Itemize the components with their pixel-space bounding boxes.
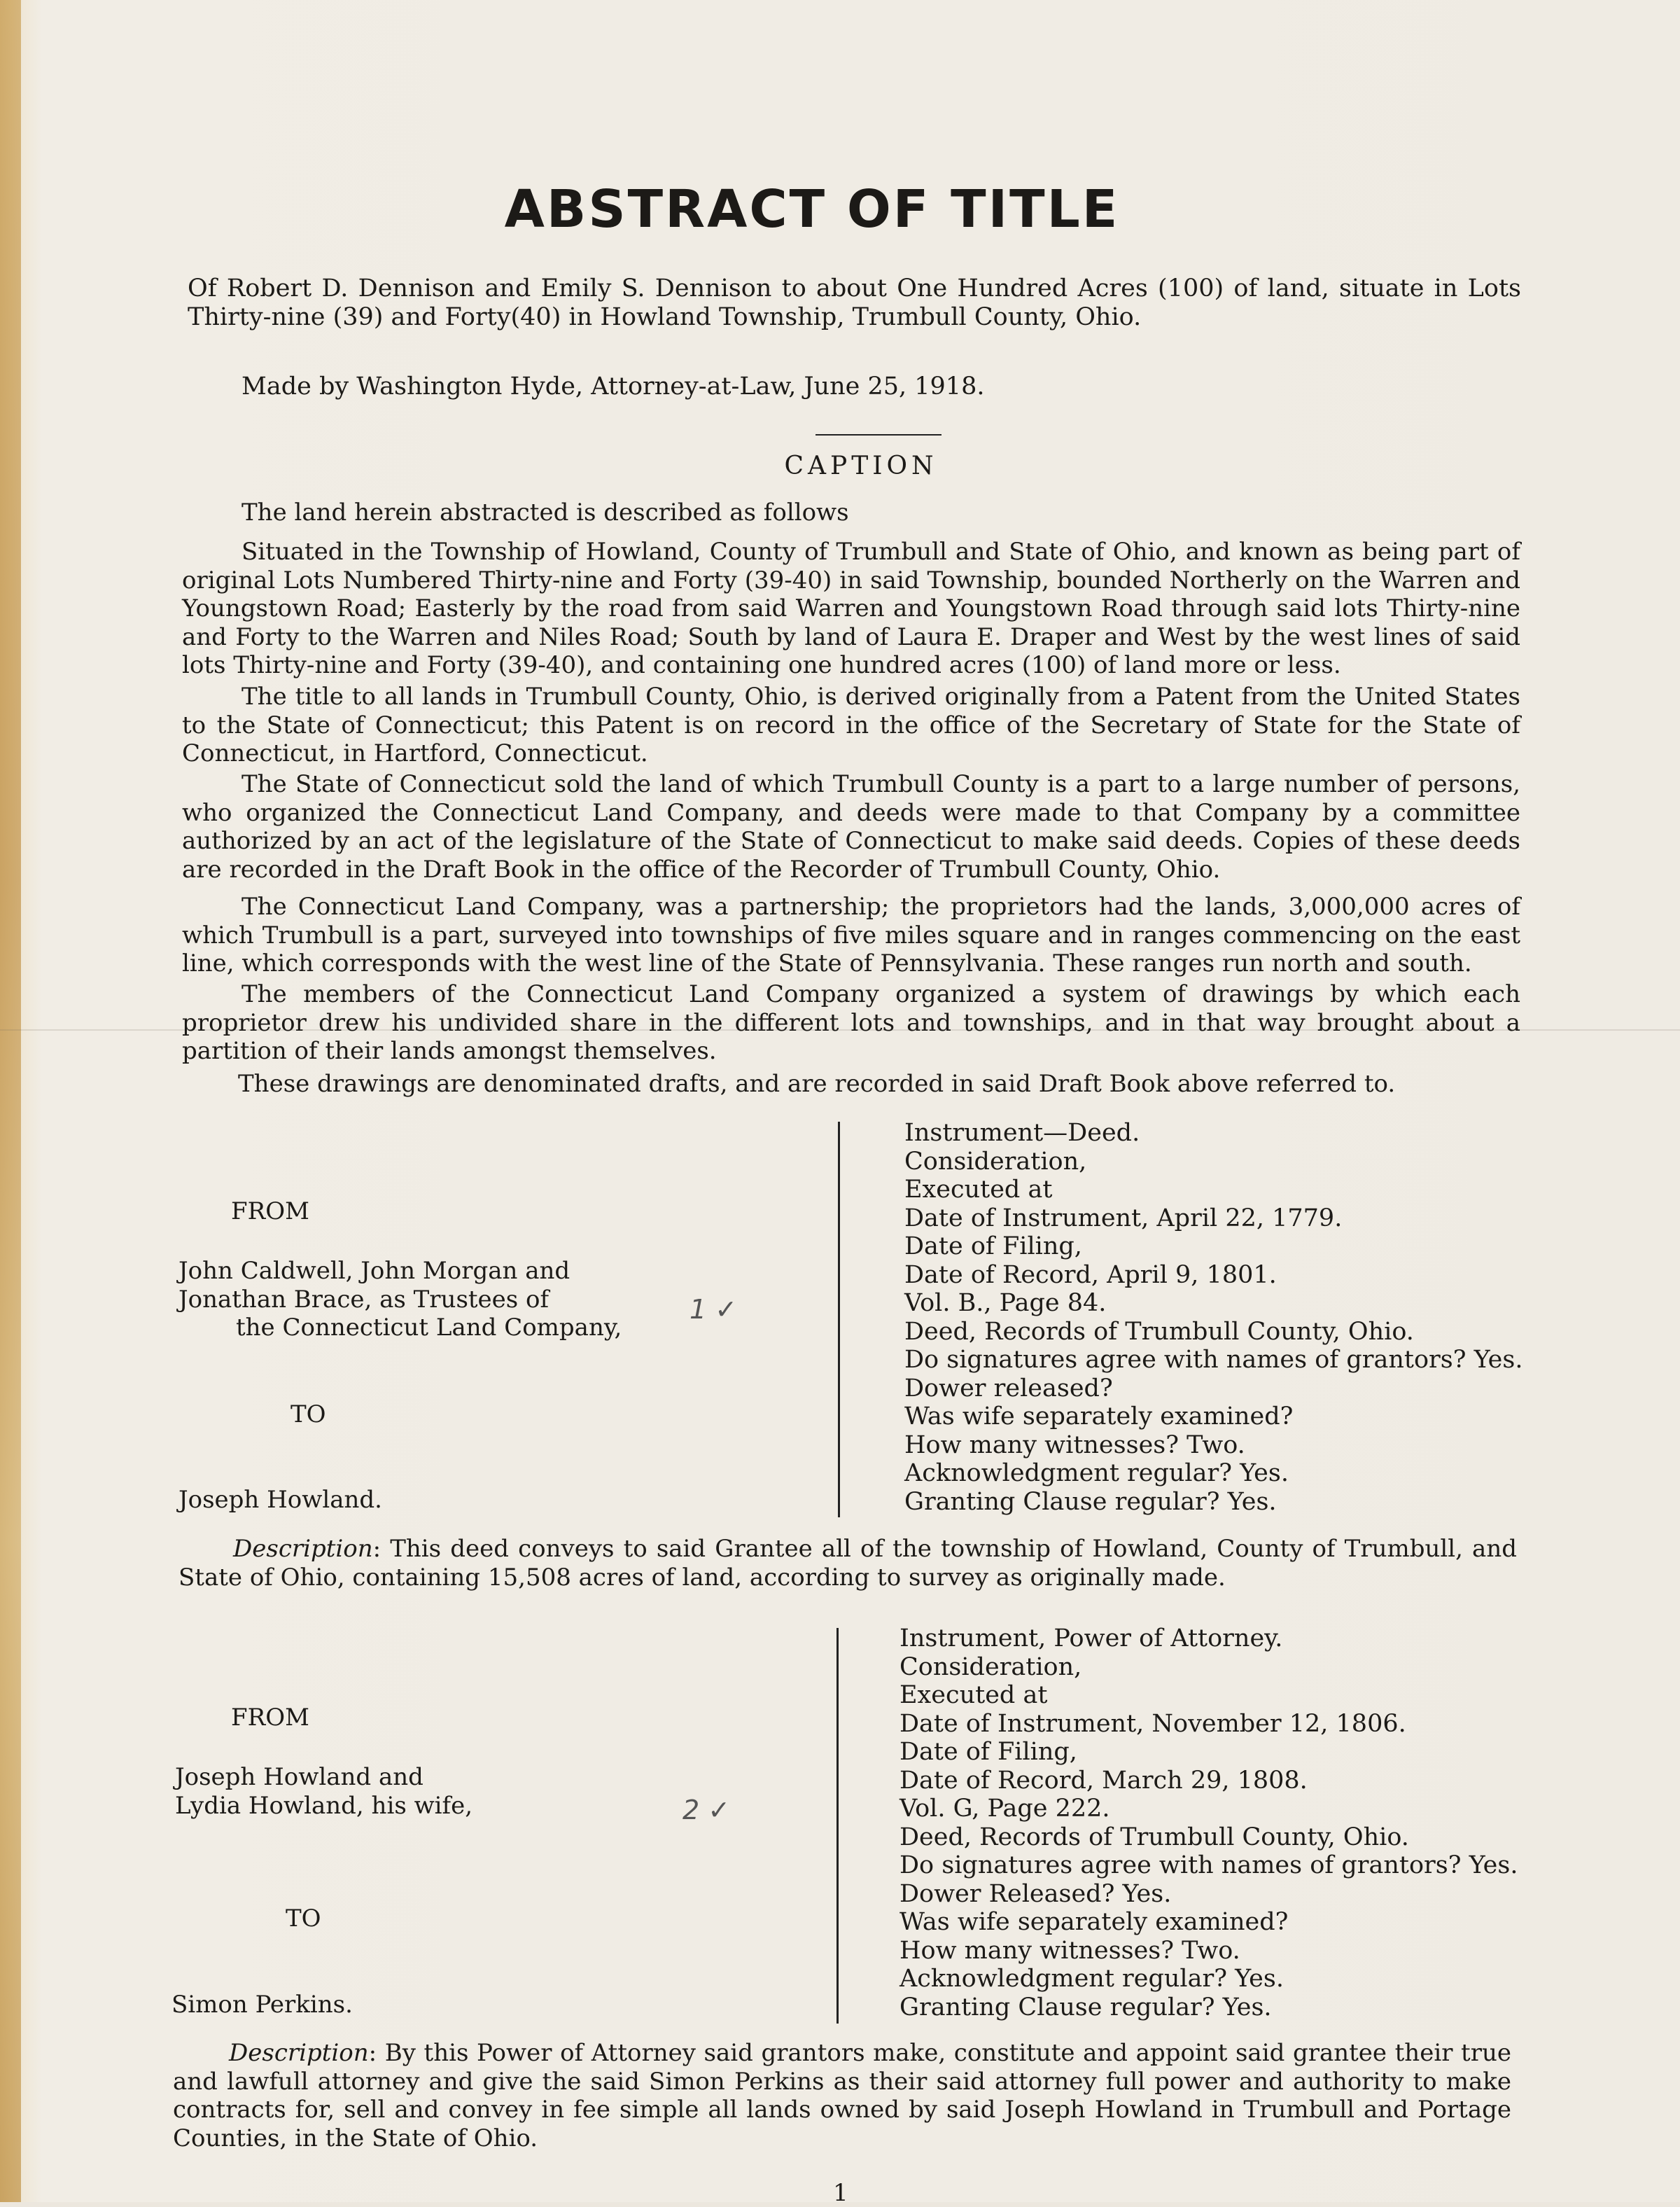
paragraph-4: The State of Connecticut sold the land of which Trumbull County is a part to a large number of persons, who organized the Connecticut Land Company, and deeds were made to that Company by a committee authorized by an act of the legislature of the State of Connecticut to make said deeds. Copies of these deeds are recorded in the Draft Book in the office of the Recorder of Trumbull County, Ohio. [182, 770, 1520, 884]
paragraph-1: The land herein abstracted is described as follows [241, 499, 849, 527]
paragraph-3: The title to all lands in Trumbull County, Ohio, is derived originally from a Patent from the United States to the State of Connecticut; this Patent is on record in the office of the Secretary of State for the State of Connecticut, in Hartford, Connecticut. [182, 683, 1520, 767]
paragraph-7: These drawings are denominated drafts, and are recorded in said Draft Book above referred to. [238, 1070, 1396, 1098]
entry2-detail-line: Date of Instrument, November 12, 1806. [899, 1709, 1406, 1738]
entry1-detail-line: Consideration, [904, 1147, 1087, 1176]
entry1-to-label: TO [290, 1400, 326, 1428]
entry1-grantee: Joseph Howland. [178, 1486, 382, 1514]
entry1-grantors [178, 1257, 622, 1342]
document-title: ABSTRACT OF TITLE [504, 179, 1120, 239]
entry2-grantee: Simon Perkins. [172, 1991, 353, 2019]
entry2-detail-line: Acknowledgment regular? Yes. [899, 1965, 1284, 1993]
entry2-detail-line: Date of Filing, [899, 1738, 1077, 1766]
entry2-detail-line: Date of Record, March 29, 1808. [899, 1766, 1308, 1795]
entry1-detail-line: Date of Instrument, April 22, 1779. [904, 1204, 1343, 1232]
caption-heading: CAPTION [784, 452, 938, 480]
entry2-detail-line: Executed at [899, 1681, 1048, 1709]
entry1-detail-line: Date of Filing, [904, 1232, 1082, 1260]
entry1-detail-line: Acknowledgment regular? Yes. [904, 1459, 1289, 1487]
separator-rule [816, 434, 941, 436]
entry1-description-label: Description [233, 1535, 373, 1563]
entry1-grantor-line: John Caldwell, John Morgan and [178, 1257, 570, 1285]
entry2-detail-line: Granting Clause regular? Yes. [899, 1993, 1272, 2021]
entry1-details [904, 1119, 1522, 1516]
page-number: 1 [833, 2179, 848, 2207]
entry1-detail-line: Vol. B., Page 84. [904, 1289, 1107, 1317]
entry2-check-mark: 2 ✓ [682, 1795, 731, 1825]
entry2-detail-line: How many witnesses? Two. [899, 1936, 1240, 1965]
entry1-detail-line: Was wife separately examined? [904, 1402, 1294, 1430]
entry2-detail-line: Do signatures agree with names of grantors? Yes. [899, 1851, 1518, 1879]
entry1-detail-line: Deed, Records of Trumbull County, Ohio. [904, 1317, 1414, 1346]
entry2-description-label: Description [229, 2039, 369, 2067]
paragraph-2: Situated in the Township of Howland, County of Trumbull and State of Ohio, and known as being part of original Lots Numbered Thirty-nine and Forty (39-40) in said Township, bounded Northerly on the Warren and Youngstown Road; Easterly by the road from said Warren and Youngstown Road through said lots Thirty-nine and Forty to the Warren and Niles Road; South by land of Laura E. Draper and West by the west lines of said lots Thirty-nine and Forty (39-40), and containing one hundred acres (100) of land more or less. [182, 538, 1520, 679]
entry2-grantor-line: Lydia Howland, his wife, [175, 1791, 473, 1820]
entry1-detail-line: Do signatures agree with names of grantors? Yes. [904, 1346, 1523, 1374]
entry2-description [173, 2039, 1511, 2152]
entry2-detail-line: Consideration, [899, 1652, 1082, 1681]
entry2-from-label: FROM [231, 1704, 309, 1732]
entry1-from-label: FROM [231, 1197, 309, 1225]
made-by-line: Made by Washington Hyde, Attorney-at-Law, June 25, 1918. [241, 373, 985, 401]
entry2-detail-line: Instrument, Power of Attorney. [899, 1624, 1283, 1652]
entry1-detail-line: Executed at [904, 1176, 1053, 1204]
entry2-grantors [175, 1763, 472, 1820]
entry2-details [899, 1624, 1518, 2021]
entry1-detail-line: How many witnesses? Two. [904, 1430, 1245, 1459]
entry2-description-text: : By this Power of Attorney said grantors make, constitute and appoint said grantee their true and lawfull attorney and give the said Simon Perkins as their said attorney full power and authority to make contracts for, sell and convey in fee simple all lands owned by said Joseph Howland in Trumbull and Portage Counties, in the State of Ohio. [173, 2039, 1511, 2152]
entry1-grantor-line: Jonathan Brace, as Trustees of [178, 1285, 550, 1314]
entry1-check-mark: 1 ✓ [690, 1294, 738, 1325]
entry2-brace [836, 1628, 843, 2024]
entry1-grantor-line: the Connecticut Land Company, [236, 1314, 622, 1342]
intro-paragraph: Of Robert D. Dennison and Emily S. Dennison to about One Hundred Acres (100) of land, situate in Lots Thirty-nine (39) and Forty(40) in Howland Township, Trumbull County, Ohio. [188, 274, 1521, 331]
entry1-description-text: : This deed conveys to said Grantee all of the township of Howland, County of Trumbull, and State of Ohio, containing 15,508 acres of land, according to survey as originally made. [178, 1535, 1517, 1592]
entry1-detail-line: Dower released? [904, 1374, 1113, 1402]
entry2-detail-line: Vol. G, Page 222. [899, 1795, 1110, 1823]
edge-stain [0, 0, 21, 2202]
entry1-detail-line: Granting Clause regular? Yes. [904, 1487, 1277, 1516]
entry2-detail-line: Was wife separately examined? [899, 1908, 1289, 1936]
entry2-grantor-line: Joseph Howland and [175, 1763, 424, 1791]
entry2-to-label: TO [286, 1905, 321, 1933]
entry1-description [178, 1535, 1517, 1592]
entry2-detail-line: Dower Released? Yes. [899, 1879, 1172, 1908]
entry1-brace [838, 1122, 844, 1517]
paragraph-6: The members of the Connecticut Land Company organized a system of drawings by which each proprietor drew his undivided share in the different lots and townships, and in that way brought about a partition of their lands amongst themselves. [182, 980, 1520, 1065]
paragraph-5: The Connecticut Land Company, was a partnership; the proprietors had the lands, 3,000,000 acres of which Trumbull is a part, surveyed into townships of five miles square and in ranges commencing on the east line, which corresponds with the west line of the State of Pennsylvania. These ranges run north and south. [182, 893, 1520, 977]
entry2-detail-line: Deed, Records of Trumbull County, Ohio. [899, 1823, 1409, 1851]
entry1-detail-line: Instrument—Deed. [904, 1119, 1140, 1147]
entry1-detail-line: Date of Record, April 9, 1801. [904, 1260, 1277, 1289]
